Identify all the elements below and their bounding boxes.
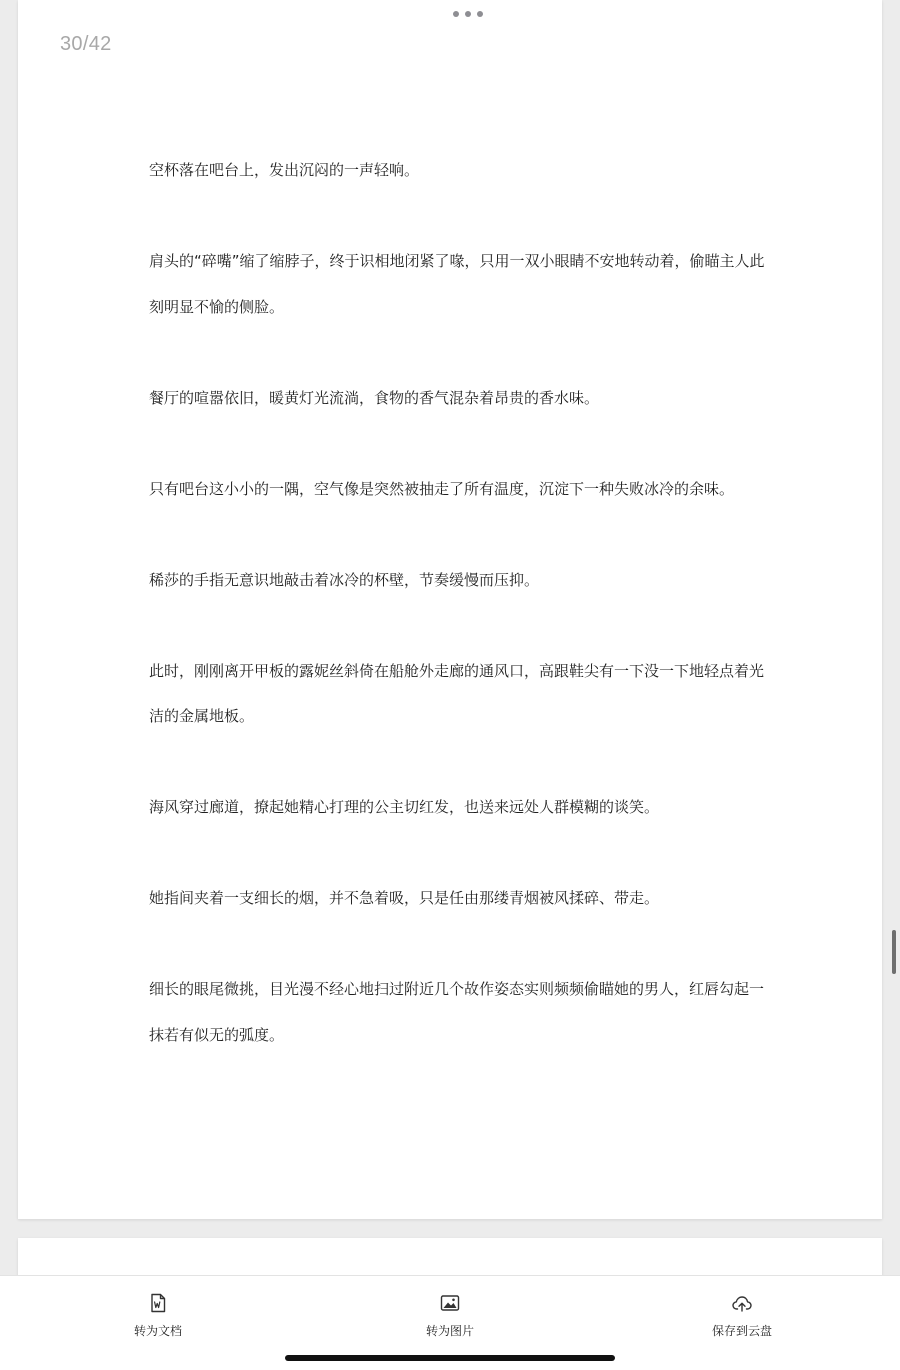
convert-to-document-button[interactable] [98, 1292, 218, 1339]
next-document-page [18, 1238, 882, 1275]
paragraph: 空杯落在吧台上，发出沉闷的一声轻响。 [149, 161, 420, 179]
page-content [149, 148, 769, 1104]
paragraph: 肩头的“碎嘴”缩了缩脖子，终于识相地闭紧了喙，只用一双小眼睛不安地转动着，偷瞄主人此刻明显不愉的侧脸。 [149, 252, 765, 316]
document-page [18, 0, 882, 1219]
paragraph: 只有吧台这小小的一隅，空气像是突然被抽走了所有温度，沉淀下一种失败冰冷的余味。 [149, 479, 735, 498]
convert-to-document-label: 转为文档 [133, 1324, 182, 1338]
paragraph: 餐厅的喧嚣依旧，暖黄灯光流淌，食物的香气混杂着昂贵的香水味。 [149, 388, 600, 407]
home-indicator [285, 1355, 615, 1361]
save-to-cloud-button[interactable] [682, 1292, 802, 1339]
scrollbar-thumb[interactable] [892, 930, 896, 974]
paragraph: 细长的眼尾微挑，目光漫不经心地扫过附近几个故作姿态实则频频偷瞄她的男人，红唇勾起一抹若有似无的弧度。 [149, 980, 765, 1044]
paragraph: 她指间夹着一支细长的烟，并不急着吸，只是任由那缕青烟被风揉碎、带走。 [149, 889, 660, 907]
cloud-upload-icon [731, 1292, 753, 1314]
paragraph: 此时，刚刚离开甲板的露妮丝斜倚在船舱外走廊的通风口，高跟鞋尖有一下没一下地轻点着光洁的金属地板。 [149, 661, 765, 725]
save-to-cloud-label: 保存到云盘 [711, 1324, 772, 1338]
paragraph: 海风穿过廊道，撩起她精心打理的公主切红发，也送来远处人群模糊的谈笑。 [149, 798, 660, 816]
convert-to-image-label: 转为图片 [425, 1324, 474, 1338]
image-icon [439, 1292, 461, 1314]
word-document-icon [147, 1292, 169, 1314]
convert-to-image-button[interactable] [390, 1292, 510, 1339]
paragraph: 稀莎的手指无意识地敲击着冰冷的杯壁，节奏缓慢而压抑。 [149, 570, 540, 589]
page-counter: 30/42 [60, 33, 112, 55]
more-horizontal-icon[interactable] [453, 8, 483, 20]
